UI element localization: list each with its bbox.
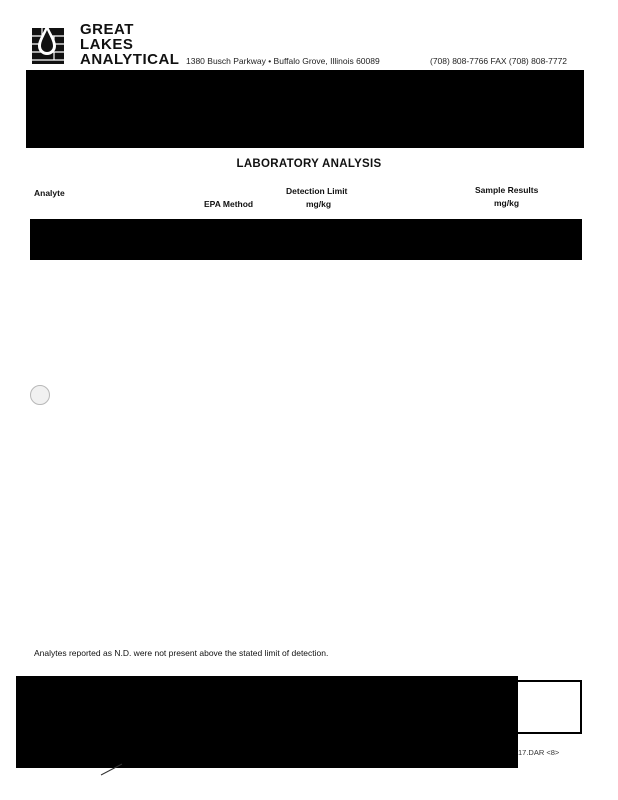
company-phone-fax: (708) 808-7766 FAX (708) 808-7772 — [430, 56, 568, 66]
detection-footnote: Analytes reported as N.D. were not present above the stated limit of detection. — [34, 648, 329, 658]
company-address: 1380 Busch Parkway • Buffalo Grove, Illinois 60089 — [186, 56, 380, 66]
company-name-line-1: GREAT — [80, 21, 134, 38]
header-results-unit: mg/kg — [494, 198, 520, 208]
report-title: LABORATORY ANALYSIS — [236, 158, 382, 170]
pen-stroke-icon — [100, 762, 124, 776]
header-epa-method: EPA Method — [204, 199, 254, 209]
stamp-box — [516, 680, 582, 734]
redacted-results-rows — [30, 219, 582, 260]
header-detection-unit: mg/kg — [306, 199, 332, 209]
redacted-client-block — [26, 70, 584, 148]
punch-hole-icon — [30, 385, 50, 405]
company-name-line-2: LAKES — [80, 36, 134, 53]
header-sample-results: Sample Results — [475, 185, 539, 195]
drop-and-brick-logo-icon — [30, 22, 66, 66]
header-analyte: Analyte — [34, 188, 65, 198]
file-code: 17.DAR <8> — [518, 748, 560, 757]
company-name — [80, 22, 200, 67]
company-name-line-3: ANALYTICAL — [80, 51, 180, 68]
redacted-signature-block — [16, 676, 518, 768]
company-logo — [30, 21, 180, 70]
header-detection-limit: Detection Limit — [286, 186, 348, 196]
